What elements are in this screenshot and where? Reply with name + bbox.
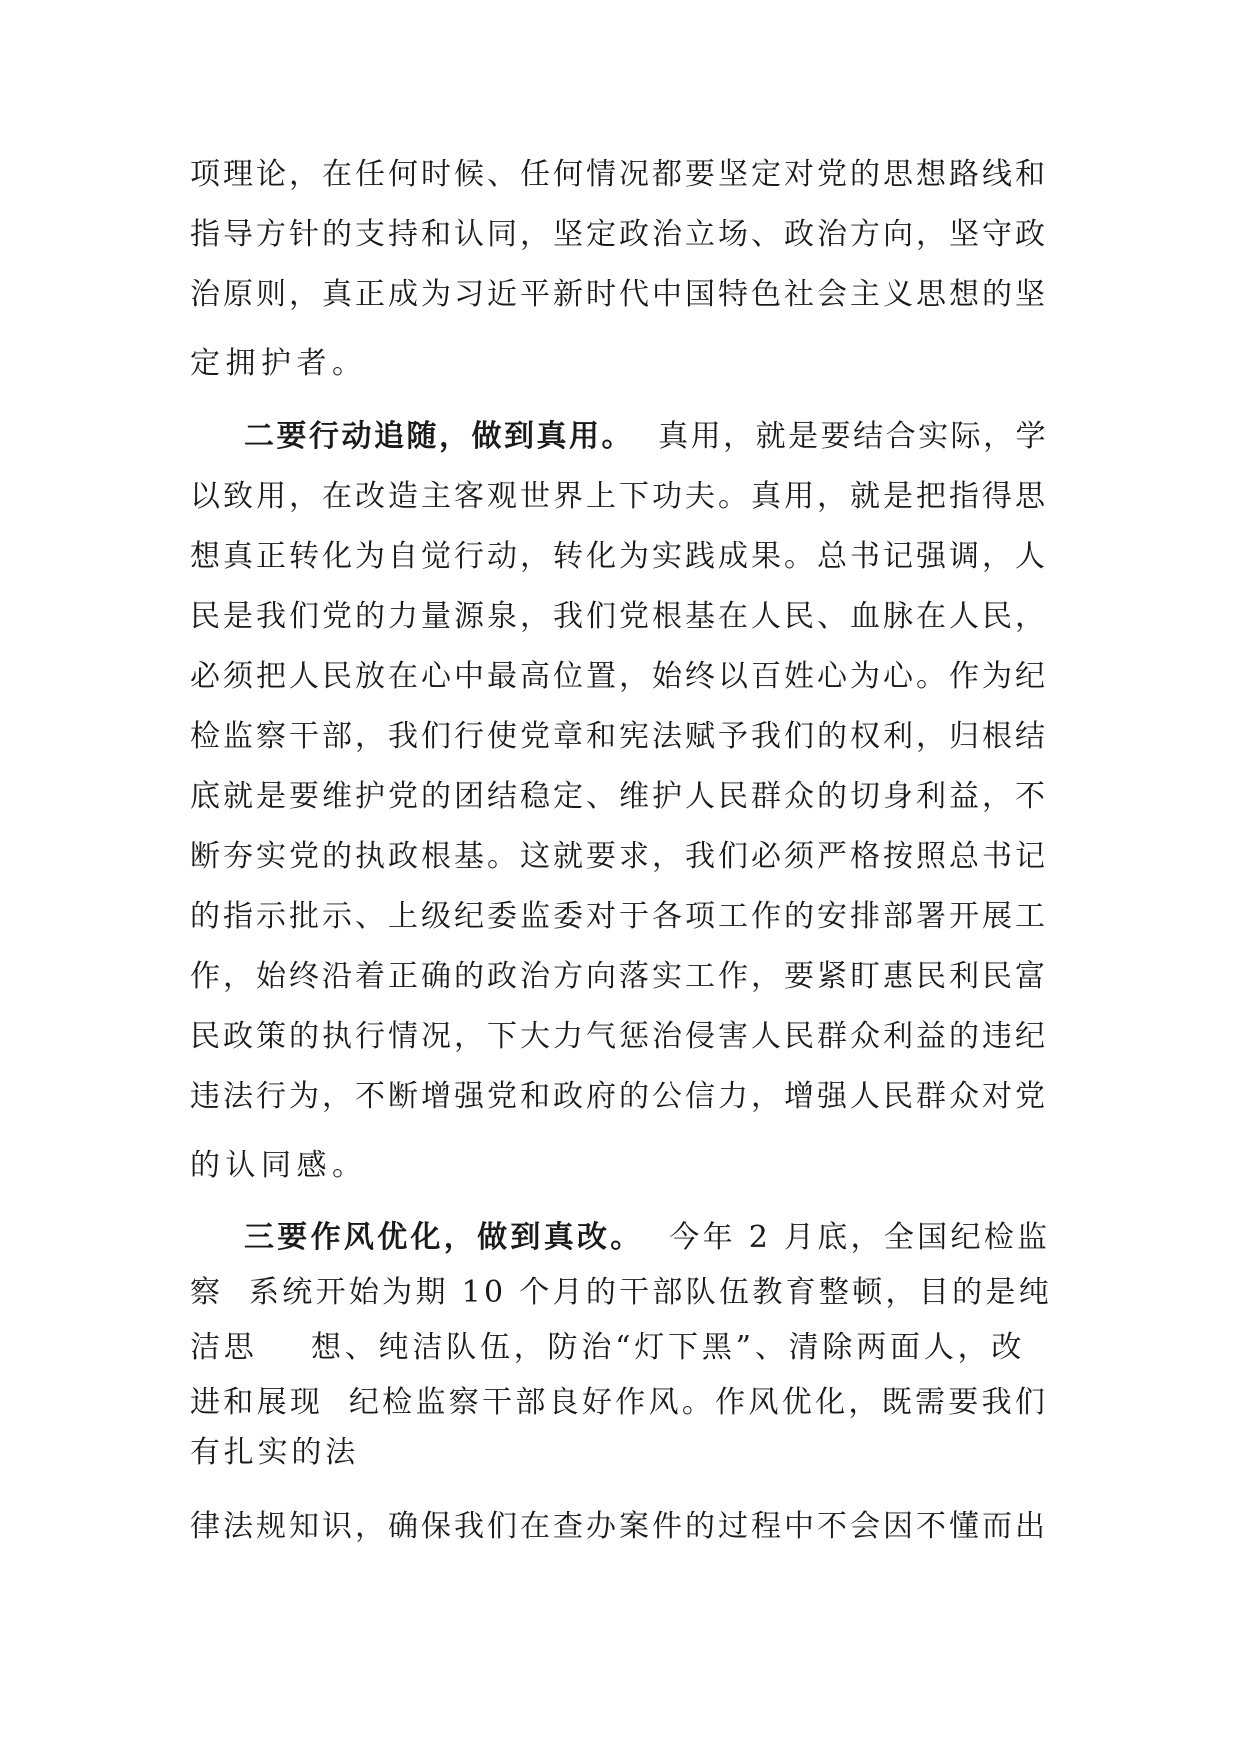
text-line: 察 系统开始为期 10 个月的干部队伍教育整顿，目的是纯 [190, 1275, 1053, 1310]
text-line: 必须把人民放在心中最高位置，始终以百姓心为心。作为纪 [190, 659, 1048, 694]
text-line: 底就是要维护党的团结稳定、维护人民群众的切身利益，不 [190, 779, 1048, 814]
paragraph-first-line [244, 417, 1048, 457]
text-line: 作，始终沿着正确的政治方向落实工作，要紧盯惠民利民富 [190, 959, 1048, 994]
text-line: 违法行为，不断增强党和政府的公信力，增强人民群众对党 [190, 1079, 1048, 1114]
text-line: 断夯实党的执政根基。这就要求，我们必须严格按照总书记 [190, 839, 1048, 874]
text-line: 定拥护者。 [190, 346, 368, 381]
text-line: 的认同感。 [190, 1148, 368, 1183]
text-line: 有扎实的法 [190, 1435, 359, 1470]
text-line: 以致用，在改造主客观世界上下功夫。真用，就是把指得思 [190, 479, 1048, 514]
text-line: 进和展现 纪检监察干部良好作风。作风优化，既需要我们 [190, 1385, 1049, 1420]
text-line: 想真正转化为自觉行动，转化为实践成果。总书记强调，人 [190, 539, 1048, 574]
text-line: 检监察干部，我们行使党章和宪法赋予我们的权利，归根结 [190, 719, 1048, 754]
text-line: 洁思 想、纯洁队伍，防治“灯下黑”、清除两面人，改 [190, 1330, 1026, 1365]
text-run: 真用，就是要结合实际，学 [634, 419, 1049, 454]
text-line: 的指示批示、上级纪委监委对于各项工作的安排部署开展工 [190, 899, 1048, 934]
text-line: 指导方针的支持和认同，坚定政治立场、政治方向，坚守政 [190, 217, 1048, 252]
text-line: 律法规知识，确保我们在查办案件的过程中不会因不懂而出 [190, 1509, 1048, 1544]
text-line: 民政策的执行情况，下大力气惩治侵害人民群众利益的违纪 [190, 1019, 1048, 1054]
section-heading: 三要作风优化，做到真改。 [244, 1220, 644, 1255]
section-heading: 二要行动追随，做到真用。 [244, 419, 634, 454]
text-run: 今年 2 月底，全国纪检监 [643, 1220, 1051, 1255]
text-line: 项理论，在任何时候、任何情况都要坚定对党的思想路线和 [190, 157, 1048, 192]
text-line: 民是我们党的力量源泉，我们党根基在人民、血脉在人民， [190, 599, 1048, 634]
text-line: 治原则，真正成为习近平新时代中国特色社会主义思想的坚 [190, 277, 1048, 312]
paragraph-first-line [244, 1218, 1050, 1258]
